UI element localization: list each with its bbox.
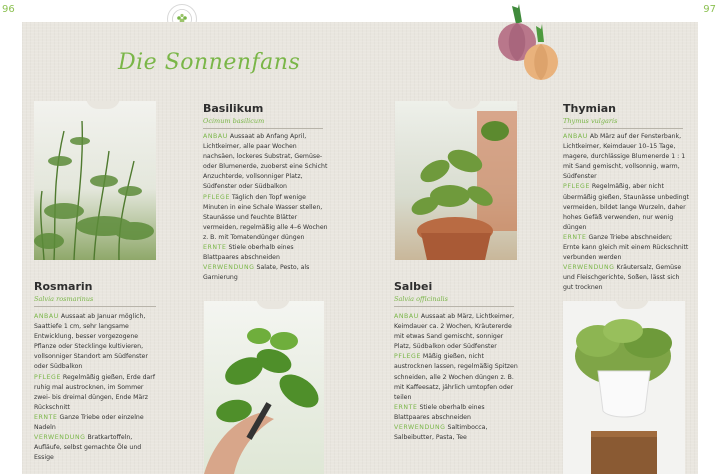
entry-anbau: ANBAU Aussaat ab Anfang April, Lichtkeimer, alle paar Wochen nachsäen, lockeres Substrat, Gemüse- oder Blumenerde, zuoberst eine Schicht Anzuchterde, vollsonniger Platz, Südfenster oder Südbalkon — [203, 133, 328, 191]
entry-ernte: ERNTE Stiele oberhalb eines Blattpaares abschneiden — [203, 244, 294, 262]
entry-ernte: ERNTE Stiele oberhalb eines Blattpaares abschneiden — [394, 403, 485, 421]
herb-body-basilikum — [203, 132, 329, 283]
divider — [34, 306, 156, 307]
section-title: Die Sonnenfans — [118, 50, 301, 75]
entry-verwendung: VERWENDUNG Saltimbocca, Salbeibutter, Pasta, Tee — [394, 424, 488, 442]
herb-latin-salbei: Salvia officinalis — [394, 295, 448, 303]
herb-name-thymian: Thymian — [563, 102, 616, 115]
entry-pflege: PFLEGE Täglich den Topf wenige Minuten in eine Schale Wasser stellen, Staunässe und feuchte Blätter vermeiden, regelmäßig alle 4–6 Wochen z. B. mit Tomatendünger düngen — [203, 193, 328, 241]
entry-anbau: ANBAU Ab März auf der Fensterbank, Lichtkeimer, Keimdauer 10–15 Tage, magere, durchlässige Blumenerde 1 : 1 mit Sand gemischt, vollsonnig, warm, Südfenster — [563, 133, 686, 181]
rosemary-photo — [34, 101, 156, 260]
entry-pflege: PFLEGE Mäßig gießen, nicht austrocknen lassen, regelmäßig Spitzen schneiden, alle 2 Wochen düngen z. B. mit Kaffeesatz, jährlich umtopfen oder teilen — [394, 353, 518, 401]
entry-anbau: ANBAU Aussaat ab Januar möglich, Saattiefe 1 cm, sehr langsame Entwicklung, besser vorgezogene Pflanze oder Stecklinge kultivieren, vollsonniger Standort am Südfenster oder Südbalkon — [34, 313, 148, 371]
onion-illustration — [492, 2, 566, 82]
entry-pflege: PFLEGE Regelmäßig gießen, Erde darf ruhig mal austrocknen, im Sommer zwei- bis dreimal düngen, Ende März Rückschnitt — [34, 373, 156, 411]
herb-name-rosmarin: Rosmarin — [34, 280, 93, 293]
divider — [394, 306, 514, 307]
herb-body-rosmarin — [34, 312, 160, 463]
entry-ernte: ERNTE Ganze Triebe oder einzelne Nadeln — [34, 413, 144, 432]
entry-verwendung: VERWENDUNG Kräutersalz, Gemüse und Fleischgerichte, Soßen, lässt sich gut trocknen — [563, 264, 682, 292]
page-number-right: 97 — [703, 4, 716, 15]
entry-pflege: PFLEGE Regelmäßig, aber nicht übermäßig gießen, Staunässe unbedingt vermeiden, bildet lange Wurzeln, daher hohes Gefäß verwenden, nur wenig düngen — [563, 183, 689, 231]
sage-photo — [395, 101, 517, 260]
herb-latin-basilikum: Ocimum basilicum — [203, 117, 265, 125]
entry-anbau: ANBAU Aussaat ab März, Lichtkeimer, Keimdauer ca. 2 Wochen, Kräutererde mit etwas Sand gemischt, sonniger Platz, Südbalkon oder Südfenster — [394, 313, 515, 351]
divider — [563, 128, 683, 129]
herb-body-salbei — [394, 312, 520, 443]
herb-body-thymian — [563, 132, 689, 294]
entry-verwendung: VERWENDUNG Bratkartoffeln, Aufläufe, selbst gemachte Öle und Essige — [34, 434, 142, 462]
herb-name-basilikum: Basilikum — [203, 102, 264, 115]
herb-name-salbei: Salbei — [394, 280, 433, 293]
divider — [203, 128, 323, 129]
thyme-photo — [563, 301, 685, 474]
entry-verwendung: VERWENDUNG Salate, Pesto, als Garnierung — [203, 264, 310, 282]
herb-latin-rosmarin: Salvia rosmarinus — [34, 295, 94, 303]
basil-photo — [204, 301, 324, 474]
page-number-left: 96 — [2, 4, 15, 15]
entry-ernte: ERNTE Ganze Triebe abschneiden; Ernte kann gleich mit einem Rückschnitt verbunden werden — [563, 233, 689, 262]
herb-latin-thymian: Thymus vulgaris — [563, 117, 618, 125]
